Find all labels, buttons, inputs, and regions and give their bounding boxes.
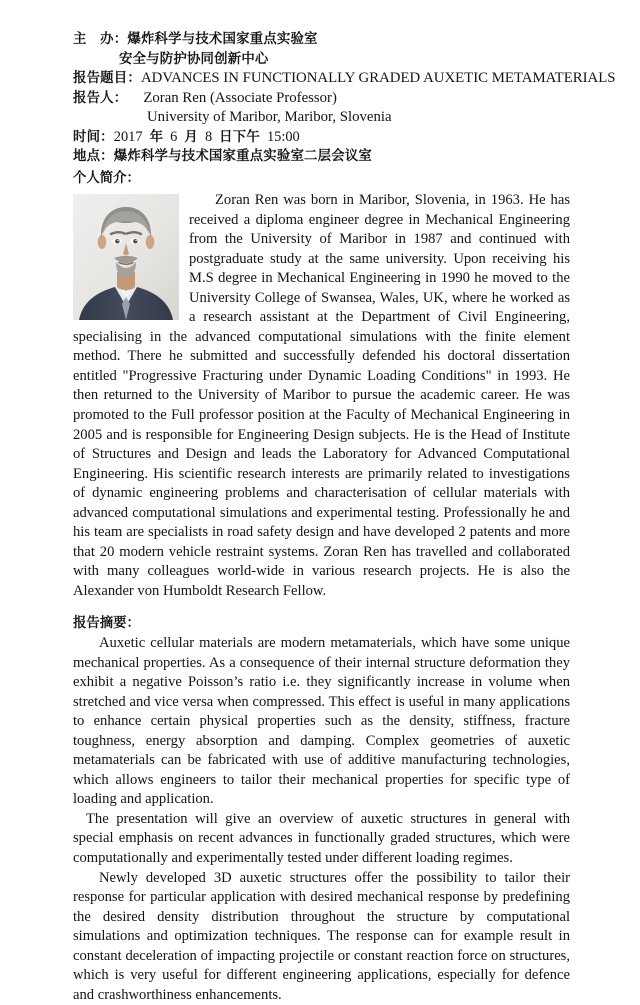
bio-section bbox=[73, 191, 570, 601]
bio-heading: 个人简介： bbox=[73, 170, 140, 186]
speaker-affiliation: University of Maribor, Maribor, Slovenia bbox=[147, 109, 392, 125]
abstract-paragraph-3: Newly developed 3D auxetic structures offer the possibility to tailor their response for particular application with desired mechanical response by predefining the desired density distribution throughout the structure by computational simulations and optimization techniques. The response can for example result in constant deceleration of impacting projectile or constant reaction force on structures, which is very useful for different engineering applications, especially for defence and crashworthiness enhancements. bbox=[73, 869, 570, 1003]
organizer-line-1 bbox=[73, 30, 570, 50]
talk-title-line bbox=[73, 69, 616, 89]
talk-title-value: ADVANCES IN FUNCTIONALLY GRADED AUXETIC METAMATERIALS bbox=[140, 70, 616, 86]
time-year: 2017 bbox=[113, 128, 143, 145]
time-month-unit: 月 bbox=[184, 129, 198, 145]
place-line bbox=[73, 147, 570, 167]
time-clock: 15:00 bbox=[266, 128, 300, 145]
time-month: 6 bbox=[170, 128, 178, 145]
portrait-illustration bbox=[73, 194, 179, 320]
section-gap bbox=[73, 601, 570, 614]
bio-paragraph: Zoran Ren was born in Maribor, Slovenia, in 1963. He has received a diploma engineer degree in Mechanical Engineering from the University of Maribor in 1987 and continued with postgraduate study at the same university. Upon receiving his M.S degree in Mechanical Engineering in 1990 he moved to the University College of Swansea, Wales, UK, where he worked as a research assistant at the Department of Civil Engineering, specialising in the advanced computational simulations with the finite element method. There he submitted and successfully defended his doctoral dissertation entitled "Progressive Fracturing under Dynamic Loading Conditions" in 1993. He then returned to the University of Maribor to pursue the academic career. He was promoted to the Full professor position at the Faculty of Mechanical Engineering in 2005 and is responsible for Engineering Design subjects. He is the Head of Institute of Structures and Design and leads the Laboratory for Advanced Computational Engineering. His scientific research interests are primarily related to investigations of dynamic engineering problems and characterisation of cellular materials with advanced computational simulations and experimental testing. Professionally he and his team are specialists in road safety design and have developed 2 patents and more that 20 modern vehicle restraint systems. Zoran Ren has travelled and collaborated with many colleagues world-wide in various research projects. He is also the Alexander von Humboldt Research Fellow. bbox=[73, 192, 570, 599]
announcement-header bbox=[73, 30, 616, 167]
speaker-line bbox=[73, 89, 570, 109]
time-day: 8 bbox=[204, 128, 213, 145]
place-label: 地点： bbox=[73, 149, 114, 164]
place-value: 爆炸科学与技术国家重点实验室二层会议室 bbox=[113, 149, 373, 164]
organizer-label: 主 办： bbox=[73, 32, 128, 47]
abstract-paragraph-1: Auxetic cellular materials are modern metamaterials, which have some unique mechanical properties. As a consequence of their internal structure deformation they exhibit a negative Poisson’s ratio i.e. they significantly increase in volume when stretched and vice versa when compressed. This effect is useful in many applications to enhance certain physical properties such as the density, stiffness, fracture toughness, energy absorption and damping. Complex geometries of auxetic metamaterials can be fabricated with use of additive manufacturing technologies, which allows engineers to tailor their mechanical properties for specific type of loading and application. bbox=[73, 634, 570, 808]
organizer-value-2: 安全与防护协同创新中心 bbox=[119, 51, 269, 67]
time-year-unit: 年 bbox=[149, 129, 164, 145]
organizer-value-1: 爆炸科学与技术国家重点实验室 bbox=[127, 32, 318, 47]
time-line bbox=[73, 128, 570, 148]
talk-title-label: 报告题目： bbox=[73, 71, 141, 86]
organizer-line-2 bbox=[73, 50, 570, 70]
time-label: 时间： bbox=[73, 129, 114, 145]
speaker-photo bbox=[73, 194, 179, 320]
abstract-section bbox=[73, 634, 570, 1005]
abstract-paragraph-2: The presentation will give an overview of auxetic structures in general with special emphasis on recent advances in functionally graded structures, which were computationally and experimentally tested under different loading regimes. bbox=[73, 810, 570, 866]
speaker-label: 报告人： bbox=[73, 90, 128, 106]
abstract-heading: 报告摘要： bbox=[73, 616, 140, 632]
speaker-value: Zoran Ren (Associate Professor) bbox=[143, 89, 337, 106]
speaker-affiliation-line bbox=[73, 108, 570, 128]
time-day-unit: 日下午 bbox=[219, 129, 260, 145]
